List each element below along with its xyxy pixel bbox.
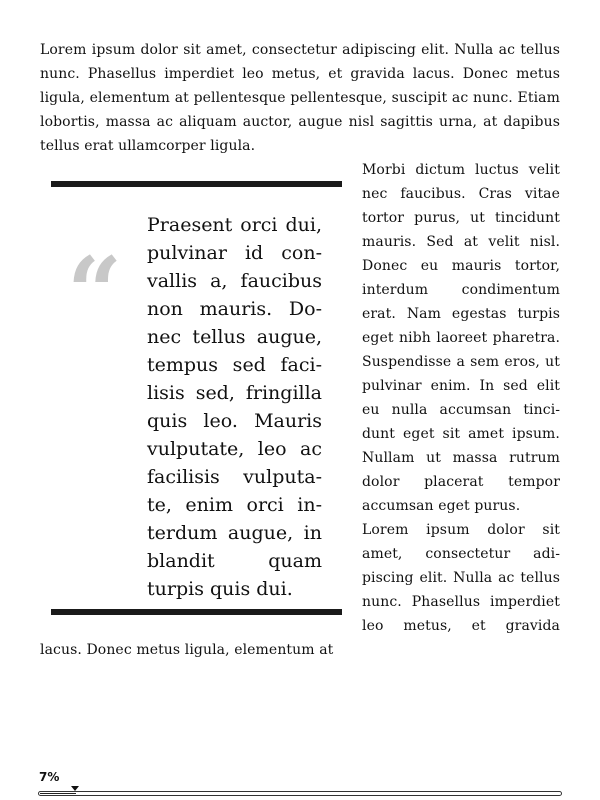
paragraph: Lorem ipsum dolor sit amet, consectetur adipiscing elit. Nulla ac tellus nunc. Phasellus imperdiet leo metus, et gravida lacus. Donec metus ligula, elementum at bbox=[40, 522, 560, 658]
pull-quote-text: Praesent orci dui, pulvinar id convallis a, faucibus non mauris. Donec tellus augue, tempus sed facilisis sed, fringilla quis leo. Mauris vulputate, leo ac facilisis vulputate, enim orci interdum augue, in blandit quam turpis quis dui. bbox=[147, 214, 322, 600]
pull-quote bbox=[51, 181, 342, 615]
progress-fill bbox=[40, 793, 76, 794]
progress-label: 7% bbox=[39, 770, 60, 784]
reader-page bbox=[40, 38, 560, 662]
progress-bar[interactable] bbox=[38, 791, 562, 796]
quote-mark-icon: “ bbox=[67, 236, 123, 349]
paragraph: Morbi dictum luctus velit nec faucibus. Cras vitae tortor purus, ut tincidunt mauris. Sed at velit nisl. Donec eu mauris tortor, interdum condimentum erat. Nam egestas turpis eget nibh laoreet pharetra. Suspendisse a sem eros, ut pulvinar enim. In sed elit eu nulla accumsan tincidunt eget sit amet ipsum. Nullam ut massa rutrum dolor placerat tempor accumsan eget purus. bbox=[362, 162, 560, 514]
paragraph: Lorem ipsum dolor sit amet, consectetur adipiscing elit. Nulla ac tellus nunc. Phasellus imperdiet leo metus, et gravida lacus. Donec metus ligula, elementum at pellentesque pellentesque, suscipit ac nunc. Etiam lobortis, massa ac aliquam auctor, augue nisl sagittis urna, at dapibus tellus erat ullamcorper ligula. bbox=[40, 42, 560, 154]
